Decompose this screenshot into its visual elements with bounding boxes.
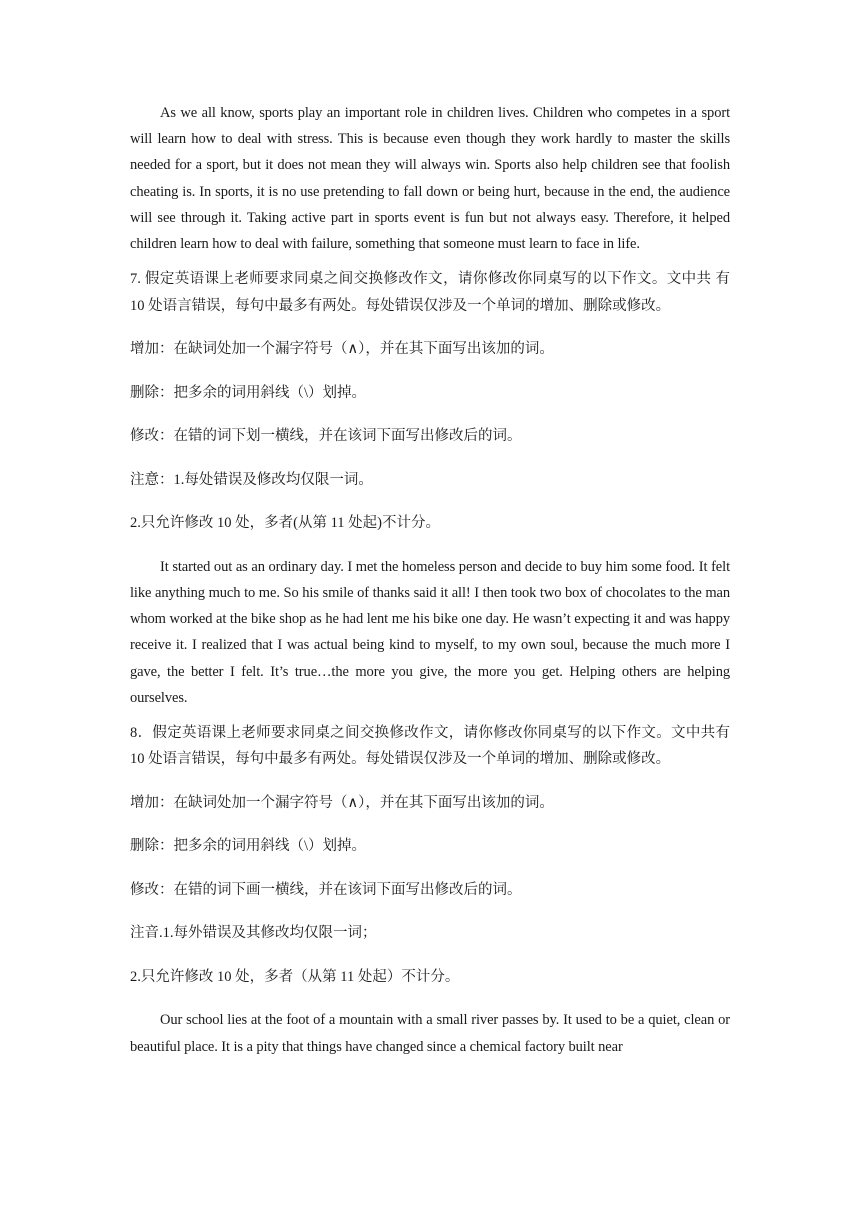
passage-6: As we all know, sports play an important role in children lives. Children who competes in a sport will learn how to deal with stress. This is because even though they work hardly to master the skills needed for a sport, but it does not mean they will always win. Sports also help children see that foolish cheating is. In sports, it is no use pretending to fall down or being hurt, because in the end, the audience will see through it. Taking active part in sports event is fun but not always easy. Therefore, it helped children learn how to deal with failure, something that someone must learn to face in life. [130, 105, 730, 253]
question-8-intro: 8．假定英语课上老师要求同桌之间交换修改作文，请你修改你同桌写的以下作文。文中共有 10 处语言错误，每句中最多有两处。每处错误仅涉及一个单词的增加、删除或修改。 [130, 724, 730, 768]
question-7-note-1: 注意：1.每处错误及修改均仅限一词。 [130, 471, 373, 488]
question-7-modify-rule: 修改：在错的词下划一横线，并在该词下面写出修改后的词。 [130, 428, 522, 445]
question-7-add-rule: 增加：在缺词处加一个漏字符号（∧），并在其下面写出该加的词。 [130, 341, 554, 358]
question-8-note-2: 2.只允许修改 10 处，多者（从第 11 处起）不计分。 [130, 968, 460, 985]
question-8-passage: Our school lies at the foot of a mountain with a small river passes by. It used to be a quiet, clean or beautiful place. It is a pity that things have changed since a chemical factory built near [130, 1012, 730, 1055]
question-8-modify-rule: 修改：在错的词下画一横线，并在该词下面写出修改后的词。 [130, 881, 522, 898]
question-7-passage: It started out as an ordinary day. I met the homeless person and decide to buy him some food. It felt like anything much to me. So his smile of thanks said it all! I then took two box of chocolates to the man whom worked at the bike shop as he had lent me his bike one day. He wasn’t expecting it and was happy receive it. I realized that I was actual being kind to myself, to my own soul, because the much more I gave, the better I felt. It’s true…the more you give, the more you get. Helping others are helping ourselves. [130, 558, 730, 706]
question-8-delete-rule: 删除：把多余的词用斜线（\）划掉。 [130, 838, 367, 855]
question-7-intro: 7. 假定英语课上老师要求同桌之间交换修改作文，请你修改你同桌写的以下作文。文中共 有 10 处语言错误，每句中最多有两处。每处错误仅涉及一个单词的增加、删除或修改。 [130, 271, 730, 314]
question-7-delete-rule: 删除：把多余的词用斜线（\）划掉。 [130, 384, 367, 401]
question-8-add-rule: 增加：在缺词处加一个漏字符号（∧），并在其下面写出该加的词。 [130, 794, 554, 811]
question-8-note-1: 注音.1.每外错误及其修改均仅限一词； [130, 925, 377, 942]
document-page [130, 100, 730, 1060]
question-7-note-2: 2.只允许修改 10 处，多者(从第 11 处起)不计分。 [130, 515, 440, 532]
